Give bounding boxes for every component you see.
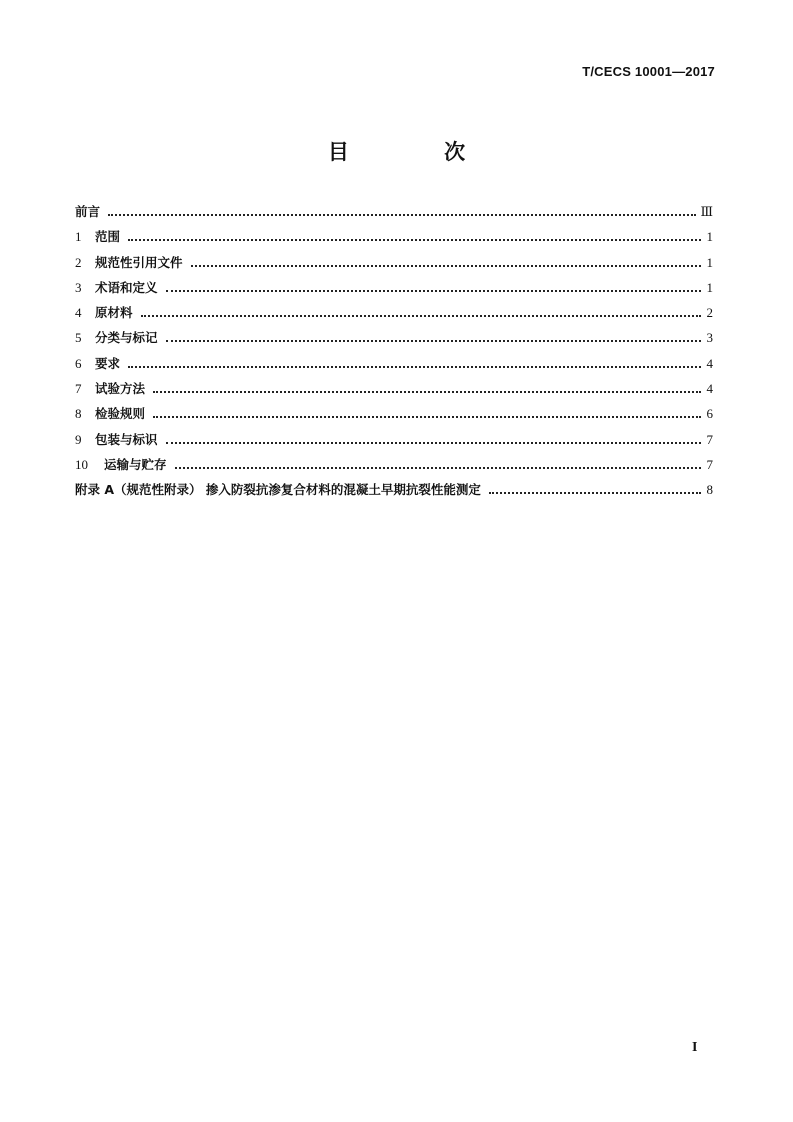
- toc-entry-page: 7: [706, 456, 713, 472]
- toc-entry-number: 10: [75, 456, 88, 472]
- dot-leader: [489, 492, 701, 494]
- toc-entry-foreword[interactable]: [75, 202, 713, 227]
- toc-entry-text: 检验规则: [95, 406, 146, 422]
- toc-entry-inspection-rules[interactable]: [75, 404, 713, 429]
- toc-title: 目 次: [327, 140, 510, 164]
- dot-leader: [141, 315, 701, 317]
- dot-leader: [191, 265, 701, 267]
- dot-leader: [128, 366, 701, 368]
- dot-leader: [108, 214, 696, 216]
- toc-entry-page: 7: [706, 431, 713, 447]
- toc-entry-page: 6: [706, 406, 713, 422]
- toc-entry-number: 5: [75, 330, 82, 346]
- toc-entry-number: 7: [75, 381, 82, 397]
- toc-entry-text: 规范性引用文件: [95, 254, 183, 270]
- dot-leader: [153, 391, 701, 393]
- toc-entry-number: 9: [75, 431, 82, 447]
- toc-entry-text: 包装与标识: [95, 431, 158, 447]
- toc-entry-number: 6: [75, 355, 82, 371]
- toc-entry-number: 3: [75, 279, 82, 295]
- toc-entry-normative-references[interactable]: [75, 253, 713, 278]
- toc-entry-appendix-a[interactable]: [75, 480, 713, 505]
- toc-entry-scope[interactable]: [75, 227, 713, 252]
- toc-entry-raw-materials[interactable]: [75, 303, 713, 328]
- table-of-contents: [75, 202, 713, 506]
- toc-entry-page: 1: [706, 254, 713, 270]
- toc-entry-text: 术语和定义: [95, 279, 158, 295]
- toc-entry-text: 运输与贮存: [104, 456, 167, 472]
- dot-leader: [166, 442, 701, 444]
- toc-entry-test-methods[interactable]: [75, 379, 713, 404]
- toc-entry-page: 1: [706, 229, 713, 245]
- page-number: I: [692, 1040, 698, 1055]
- dot-leader: [128, 239, 701, 241]
- toc-entry-page: 8: [706, 482, 713, 498]
- dot-leader: [166, 290, 701, 292]
- toc-entry-classification[interactable]: [75, 328, 713, 353]
- toc-entry-transport-storage[interactable]: [75, 455, 713, 480]
- toc-entry-text: 要求: [95, 355, 121, 371]
- toc-entry-page: Ⅲ: [700, 204, 713, 219]
- toc-entry-text: 原材料: [95, 305, 133, 321]
- standard-code: T/CECS 10001—2017: [582, 64, 715, 79]
- toc-entry-page: 3: [706, 330, 713, 346]
- toc-entry-text: 试验方法: [95, 381, 146, 397]
- toc-entry-text: 分类与标记: [95, 330, 158, 346]
- toc-entry-page: 1: [706, 279, 713, 295]
- toc-entry-terms-definitions[interactable]: [75, 278, 713, 303]
- toc-entry-number: 8: [75, 406, 82, 422]
- dot-leader: [175, 467, 701, 469]
- dot-leader: [153, 416, 701, 418]
- toc-entry-number: 2: [75, 254, 82, 270]
- toc-entry-requirements[interactable]: [75, 354, 713, 379]
- dot-leader: [166, 340, 701, 342]
- toc-entry-number: 4: [75, 305, 82, 321]
- toc-entry-page: 2: [706, 305, 713, 321]
- toc-entry-number: 1: [75, 229, 82, 245]
- toc-entry-packaging-marking[interactable]: [75, 430, 713, 455]
- toc-entry-text: 前言: [75, 204, 101, 219]
- toc-entry-page: 4: [706, 381, 713, 397]
- toc-entry-text: 范围: [95, 229, 121, 245]
- toc-entry-text: 附录 A（规范性附录） 掺入防裂抗渗复合材料的混凝土早期抗裂性能测定: [75, 482, 481, 498]
- toc-entry-page: 4: [706, 355, 713, 371]
